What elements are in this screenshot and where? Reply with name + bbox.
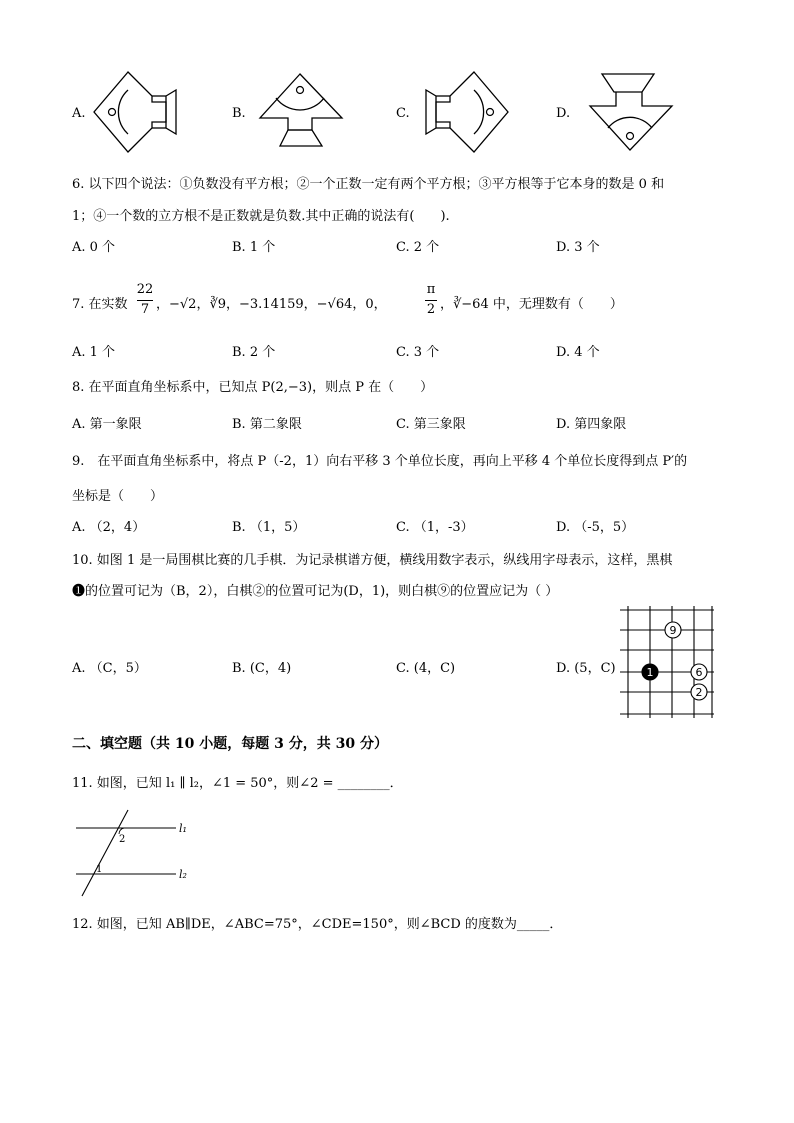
label-l1: l₁ — [179, 822, 187, 835]
q10-option-a: A. （C，5） — [72, 661, 147, 676]
label-l2: l₂ — [179, 868, 187, 881]
black-stone-1-label: 1 — [646, 666, 654, 679]
q10-line2: ❶的位置可记为（B，2），白棋②的位置可记为(D，1)，则白棋⑨的位置应记为（ ） — [72, 584, 559, 599]
q7-frac2-bar — [425, 300, 437, 301]
label-angle-1: 1 — [96, 864, 103, 875]
q10-line1: 10. 如图 1 是一局围棋比赛的几手棋．为记录棋谱方便，横线用数字表示，纵线用字母表示，这样，黑棋 — [72, 553, 673, 568]
fish-figure-c — [424, 70, 514, 160]
q10-option-d: D. (5，C) — [556, 661, 616, 676]
section-heading: 二、填空题（共 10 小题，每题 3 分，共 30 分） — [72, 736, 388, 752]
q6-line1: 6. 以下四个说法：①负数没有平方根；②一个正数一定有两个平方根；③平方根等于它本身的数是 0 和 — [72, 177, 665, 192]
q11-text: 11. 如图，已知 l₁ ∥ l₂，∠1 = 50°，则∠2 = ________． — [72, 776, 403, 791]
q8-option-b: B. 第二象限 — [232, 417, 302, 432]
white-stone-6-label: 6 — [695, 666, 703, 679]
q8-option-c: C. 第三象限 — [396, 417, 466, 432]
q6-line2: 1；④一个数的立方根不是正数就是负数.其中正确的说法有( ). — [72, 209, 450, 224]
q8-option-a: A. 第一象限 — [72, 417, 142, 432]
q7-option-b: B. 2 个 — [232, 345, 276, 360]
q7-frac1-bar — [137, 300, 153, 301]
q12-text: 12. 如图，已知 AB∥DE，∠ABC=75°，∠CDE=150°，则∠BCD 的度数为_____． — [72, 917, 563, 932]
q9-option-c: C. （1，-3） — [396, 520, 474, 535]
q7-frac2-den: 2 — [426, 302, 436, 317]
q7-option-d: D. 4 个 — [556, 345, 600, 360]
fish-figure-b — [258, 70, 348, 160]
q6-option-b: B. 1 个 — [232, 240, 276, 255]
q9-line1: 9. 在平面直角坐标系中，将点 P（-2，1）向右平移 3 个单位长度，再向上平移 4 个单位长度得到点 P′的 — [72, 454, 688, 469]
q9-option-b: B. （1，5） — [232, 520, 306, 535]
q9-line2: 坐标是（ ） — [72, 489, 164, 504]
q5-option-b: B. — [232, 106, 246, 121]
parallel-lines-figure — [72, 804, 202, 900]
q8-text: 8. 在平面直角坐标系中，已知点 P(2,−3)，则点 P 在（ ） — [72, 380, 434, 395]
q7-items: ，−√2，∛9，−3.14159，−√64，0， — [156, 297, 387, 312]
fish-figure-a — [90, 70, 180, 160]
q7-option-a: A. 1 个 — [72, 345, 116, 360]
q7-suffix: ，∛−64 中，无理数有（ ） — [440, 297, 623, 312]
q7-frac1-num: 22 — [136, 282, 154, 297]
q6-option-d: D. 3 个 — [556, 240, 600, 255]
q7-frac1-den: 7 — [140, 302, 150, 317]
q10-option-b: B. (C，4) — [232, 661, 292, 676]
q6-option-a: A. 0 个 — [72, 240, 116, 255]
go-board-figure — [620, 606, 716, 720]
q7-prefix: 7. 在实数 — [72, 297, 128, 312]
label-angle-2: 2 — [119, 834, 126, 845]
white-stone-9-label: 9 — [669, 624, 677, 637]
q9-option-a: A. （2，4） — [72, 520, 146, 535]
white-stone-2-label: 2 — [695, 686, 703, 699]
q7-option-c: C. 3 个 — [396, 345, 440, 360]
q5-option-c: C. — [396, 106, 410, 121]
q9-option-d: D. （-5，5） — [556, 520, 635, 535]
q6-option-c: C. 2 个 — [396, 240, 440, 255]
fish-figure-d — [588, 70, 688, 160]
q5-option-d: D. — [556, 106, 571, 121]
q8-option-d: D. 第四象限 — [556, 417, 627, 432]
q7-frac2-num: π — [426, 282, 436, 297]
q5-option-a: A. — [72, 106, 86, 121]
q10-option-c: C. (4，C) — [396, 661, 456, 676]
